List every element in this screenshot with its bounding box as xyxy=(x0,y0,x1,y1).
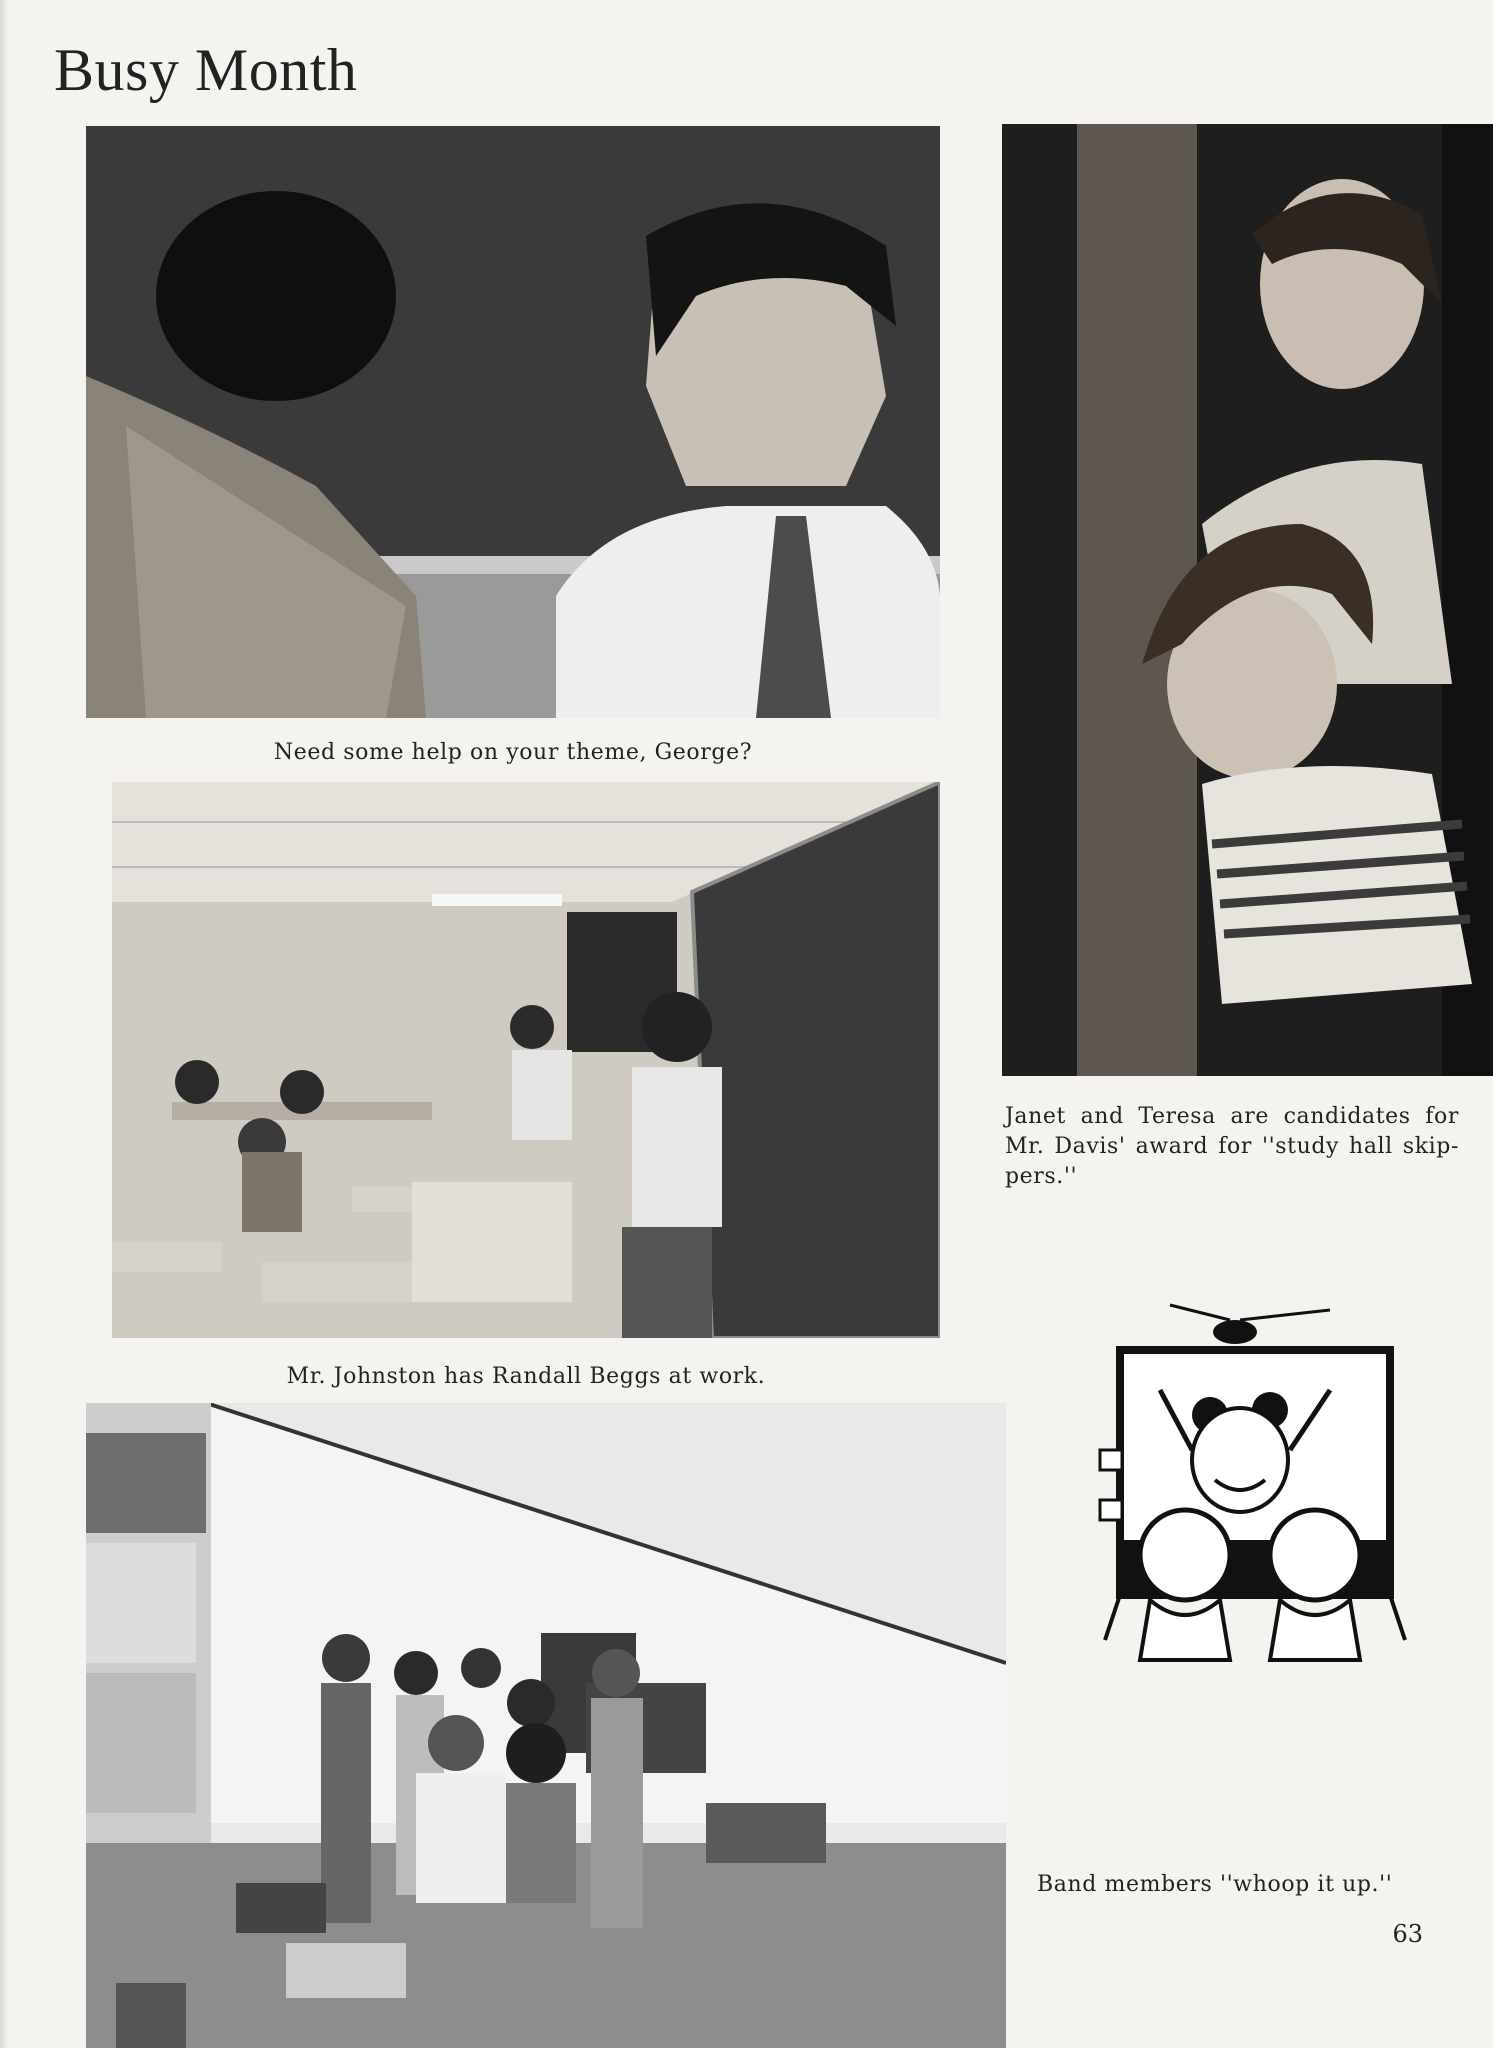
classroom-photo xyxy=(112,782,940,1338)
study-hall-caption: Janet and Teresa are candidates for Mr. Davis' award for ''study hall skip-pers.'' xyxy=(1005,1104,1459,1189)
tutoring-photo xyxy=(86,126,940,718)
band-caption: Band members ''whoop it up.'' xyxy=(1037,1872,1393,1897)
study-hall-photo xyxy=(1002,124,1493,1076)
tv-cartoon-illustration xyxy=(1090,1300,1410,1710)
page-edge xyxy=(0,0,8,2048)
band-photo xyxy=(86,1403,1006,2048)
classroom-caption: Mr. Johnston has Randall Beggs at work. xyxy=(286,1364,766,1389)
page-title: Busy Month xyxy=(54,37,358,103)
tutoring-caption: Need some help on your theme, George? xyxy=(273,740,753,765)
page-number: 63 xyxy=(1392,1920,1423,1948)
